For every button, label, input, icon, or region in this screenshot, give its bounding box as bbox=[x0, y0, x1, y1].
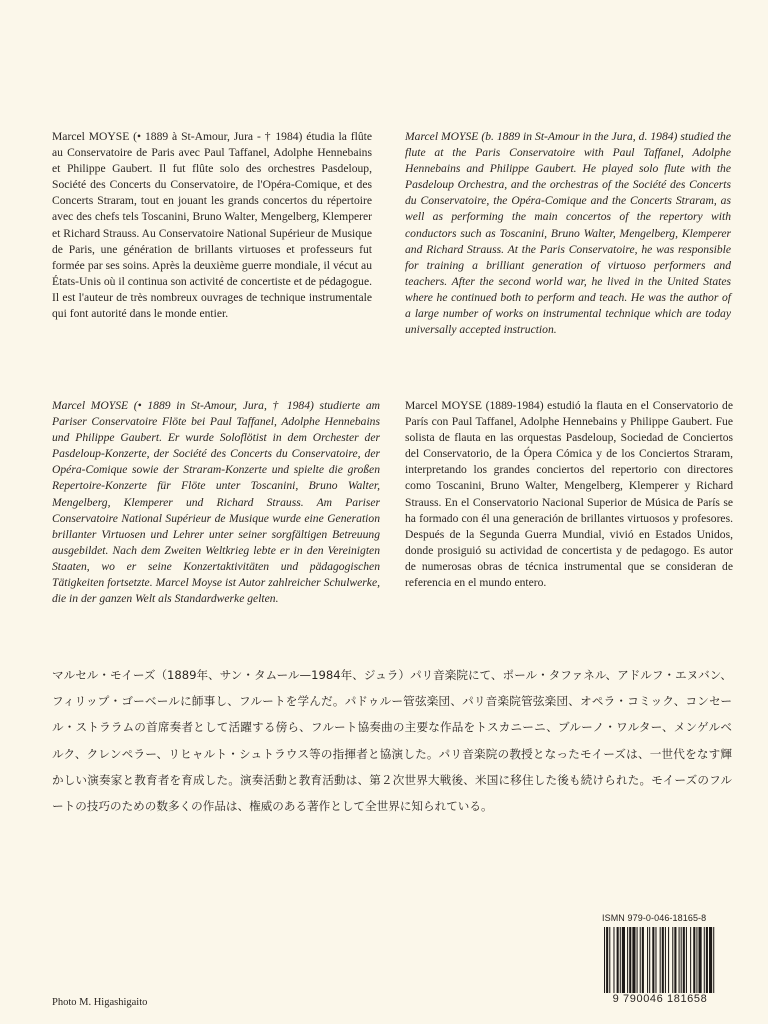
barcode-bar bbox=[662, 927, 664, 997]
barcode-bar bbox=[693, 927, 695, 997]
barcode-bar bbox=[696, 927, 697, 997]
barcode-bar bbox=[629, 927, 631, 997]
biography-spanish: Marcel MOYSE (1889-1984) estudió la flauta en el Conservatorio de París con Paul Taffanel, Adolphe Hennebains y Philippe Gaubert. Fue solista de flauta en las orquestas Pasdeloup, Sociedad de Conciertos del Conservatorio, de la Ópera Cómica y de los Conciertos Straram, interpretando los grandes conciertos del repertorio con directores como Toscanini, Bruno Walter, Mengelberg, Klemperer y Richard Strauss. En el Conservatorio Nacional Superior de Música de París se ha formado con él una generación de brillantes virtuosos y profesores. Después de la Segunda Guerra Mundial, vivió en Estados Unidos, donde prosiguió su actividad de concertista y de pedagogo. Es autor de numerosas obras de técnica instrumental que se consideran de referencia en el mundo entero. bbox=[405, 399, 733, 590]
barcode-bar bbox=[622, 927, 625, 997]
biography-french: Marcel MOYSE (• 1889 à St-Amour, Jura - † 1984) étudia la flûte au Conservatoire de Paris avec Paul Taffanel, Adolphe Hennebains et Philippe Gaubert. Il fut flûte solo des orchestres Pasdeloup, Société des Concerts du Conservatoire, de l'Opéra-Comique, et des Concerts Straram, tout en jouant les grands concertos du répertoire avec des chefs tels Toscanini, Bruno Walter, Mengelberg, Klemperer et Richard Strauss. Au Conservatoire National Supérieur de Musique de Paris, une génération de brillants virtuoses et professeurs fut formée par ses soins. Après la deuxième guerre mondiale, il vécut au États-Unis où il continua son activité de concertiste et de pédagogue. Il est l'auteur de très nombreux ouvrages de technique instrumentale qui font autorité dans le monde entier. bbox=[52, 130, 372, 321]
barcode-bar bbox=[617, 927, 619, 997]
barcode-bar bbox=[709, 927, 712, 997]
barcode-bar bbox=[632, 927, 635, 997]
barcode-bar bbox=[640, 927, 641, 997]
barcode-bar bbox=[606, 927, 608, 997]
barcode-bar bbox=[620, 927, 621, 997]
barcode-bar bbox=[655, 927, 656, 997]
barcode-bar bbox=[706, 927, 708, 997]
barcode-bar bbox=[604, 927, 605, 997]
barcode-bar bbox=[652, 927, 654, 997]
biography-english: Marcel MOYSE (b. 1889 in St-Amour in the Jura, d. 1984) studied the flute at the Paris Conservatoire with Paul Taffanel, Adolphe Hennebains and Philippe Gaubert. He played solo flute with the Pasdeloup Orchestra, and the orchestras of the Société des Concerts du Conservatoire, the Opéra-Comique and the Concerts Straram, as well as performing the main concertos of the repertory with conductors such as Toscanini, Bruno Walter, Mengelberg, Klemperer and Richard Strauss. At the Paris Conservatoire, he was responsible for training a brilliant generation of virtuoso performers and teachers. After the second world war, he lived in the United States where he continued both to perform and teach. He was the author of a large number of works on instrumental technique which are today universally accepted instruction. bbox=[405, 130, 731, 337]
photo-credit: Photo M. Higashigaito bbox=[52, 997, 148, 1008]
barcode-bar bbox=[690, 927, 691, 997]
barcode-bar bbox=[613, 927, 614, 997]
barcode-bar bbox=[649, 927, 650, 997]
barcode-bar bbox=[681, 927, 682, 997]
barcode-bar bbox=[683, 927, 685, 997]
barcode-number: 9 790046 181658 bbox=[602, 993, 718, 1005]
barcode-bar bbox=[647, 927, 648, 997]
barcode-bar bbox=[672, 927, 673, 997]
barcode-label bbox=[602, 913, 718, 1009]
barcode-bar bbox=[637, 927, 638, 997]
barcode-bar bbox=[679, 927, 680, 997]
barcode-bar bbox=[699, 927, 702, 997]
barcode-bar bbox=[713, 927, 714, 997]
barcode-bar bbox=[704, 927, 705, 997]
barcode-bar bbox=[668, 927, 669, 997]
barcode-bar bbox=[660, 927, 661, 997]
barcode-image bbox=[604, 927, 716, 997]
barcode-bar bbox=[665, 927, 666, 997]
barcode-bar bbox=[609, 927, 610, 997]
ismn-number: ISMN 979-0-046-18165-8 bbox=[602, 913, 707, 923]
biography-german: Marcel MOYSE (• 1889 in St-Amour, Jura, † 1984) studierte am Pariser Conservatoire Flöte bei Paul Taffanel, Adolphe Hennebains und Philippe Gaubert. Er wurde Soloflötist in dem Orchester der Pasdeloup-Konzerte, der Société des Concerts du Conservatoire, der Opéra-Comique sowie der Straram-Konzerte und spielte die großen Repertoire-Konzerte für Flöte unter Toscanini, Bruno Walter, Mengelberg, Klemperer und Richard Strauss. Am Pariser Conservatoire National Supérieur de Musique wurde eine Generation brillanter Virtuosen und Lehrer unter seiner sorgfältigen Betreuung ausgebildet. Nach dem Zweiten Weltkrieg lebte er in den Vereinigten Staaten, wo er seine Konzertaktivitäten und pädagogischen Tätigkeiten fortsetzte. Marcel Moyse ist Autor zahlreicher Schulwerke, die in der ganzen Welt als Standardwerke gelten. bbox=[52, 399, 380, 606]
biography-japanese: マルセル・モイーズ（1889年、サン・タムール—1984年、ジュラ）パリ音楽院にて、ポール・タファネル、アドルフ・エヌバン、フィリップ・ゴーベールに師事し、フルートを学んだ。パドゥルー管弦楽団、パリ音楽院管弦楽団、オペラ・コミック、コンセール・ストララムの首席奏者として活躍する傍ら、フルート協奏曲の主要な作品をトスカニーニ、ブルーノ・ワルター、メンゲルベルク、クレンペラー、リヒャルト・シュトラウス等の指揮者と協演した。パリ音楽院の教授となったモイーズは、一世代をなす輝かしい演奏家と教育者を育成した。演奏活動と教育活動は、第２次世界大戦後、米国に移住した後も続けられた。モイーズのフルートの技巧のための数多くの作品は、権威のある著作として全世界に知られている。 bbox=[52, 668, 732, 814]
barcode-bar bbox=[642, 927, 644, 997]
barcode-bar bbox=[674, 927, 676, 997]
barcode-bar bbox=[686, 927, 687, 997]
barcode-bar bbox=[627, 927, 628, 997]
